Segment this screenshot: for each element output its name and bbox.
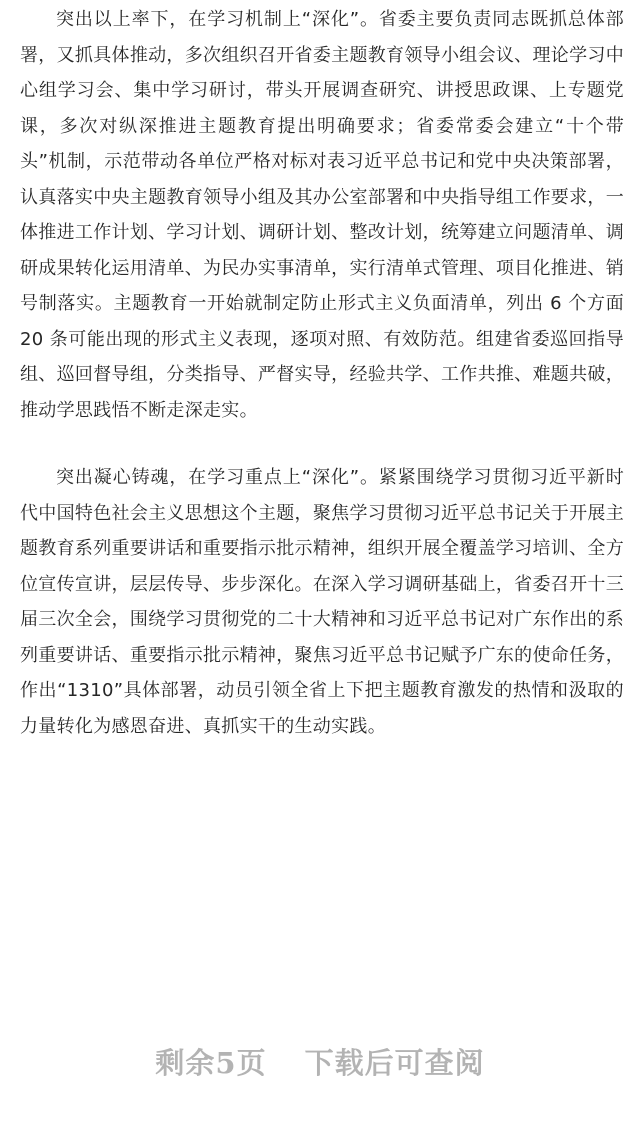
remaining-pages-label[interactable]: 剩余5页 (155, 1045, 267, 1080)
download-banner[interactable] (0, 1036, 640, 1086)
paragraph-study-focus: 突出凝心铸魂，在学习重点上“深化”。紧紧围绕学习贯彻习近平新时代中国特色社会主义思想这个主题，聚焦学习贯彻习近平总书记关于开展主题教育系列重要讲话和重要指示批示精神，组织开展全覆盖学习培训、全方位宣传宣讲，层层传导、步步深化。在深入学习调研基础上，省委召开十三届三次全会，围绕学习贯彻党的二十大精神和习近平总书记对广东作出的系列重要讲话、重要指示批示精神，聚焦习近平总书记赋予广东的使命任务，作出“1310”具体部署，动员引领全省上下把主题教育激发的热情和汲取的力量转化为感恩奋进、真抓实干的生动实践。 (20, 467, 624, 737)
download-to-view-label[interactable]: 下载后可查阅 (304, 1045, 485, 1080)
article-body (20, 0, 624, 744)
paragraph-study-mechanism: 突出以上率下，在学习机制上“深化”。省委主要负责同志既抓总体部署，又抓具体推动，多次组织召开省委主题教育领导小组会议、理论学习中心组学习会、集中学习研讨，带头开展调查研究、讲授思政课、上专题党课，多次对纵深推进主题教育提出明确要求；省委常委会建立“十个带头”机制，示范带动各单位严格对标对表习近平总书记和党中央决策部署，认真落实中央主题教育领导小组及其办公室部署和中央指导组工作要求，一体推进工作计划、学习计划、调研计划、整改计划，统筹建立问题清单、调研成果转化运用清单、为民办实事清单，实行清单式管理、项目化推进、销号制落实。主题教育一开始就制定防止形式主义负面清单，列出 6 个方面 20 条可能出现的形式主义表现，逐项对照、有效防范。组建省委巡回指导组、巡回督导组，分类指导、严督实导，经验共学、工作共推、难题共破，推动学思践悟不断走深走实。 (20, 9, 624, 421)
